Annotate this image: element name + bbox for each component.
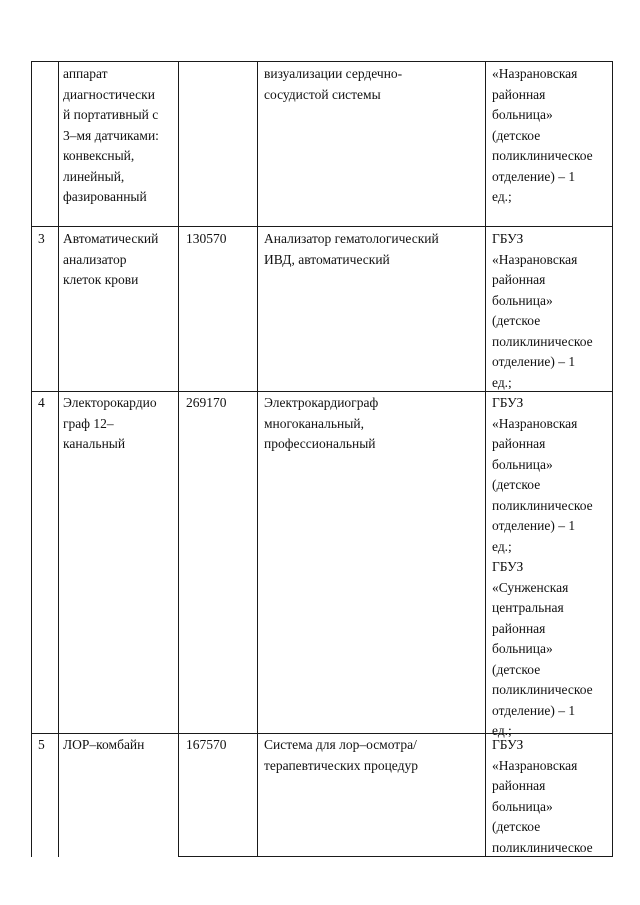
equipment-code: 167570 (186, 737, 227, 752)
column-divider-4 (485, 61, 486, 857)
recipient-institution: ГБУЗ «Назрановская районная больница» (детское поликлиническое отделение) – 1 ед.; (492, 231, 593, 390)
equipment-name: ЛОР–комбайн (63, 737, 145, 752)
table-border-top (31, 61, 613, 62)
column-divider-2 (178, 61, 179, 857)
equipment-name: аппарат диагностически й портативный с 3–мя датчиками: конвексный, линейный, фазированный (63, 66, 159, 204)
equipment-description: Анализатор гематологический ИВД, автоматический (264, 231, 439, 267)
equipment-description: Электрокардиограф многоканальный, профессиональный (264, 395, 379, 451)
equipment-description: визуализации сердечно- сосудистой системы (264, 66, 403, 102)
row-number: 3 (38, 231, 45, 246)
equipment-code: 269170 (186, 395, 227, 410)
equipment-code: 130570 (186, 231, 227, 246)
recipient-institution: ГБУЗ «Назрановская районная больница» (детское поликлиническое отделение) – 1 ед.; ГБУЗ «Сунженская центральная районная больница» (детское поликлиническое отделение) – 1 ед.; (492, 395, 593, 738)
table-border-left (31, 61, 32, 857)
equipment-name: Автоматический анализатор клеток крови (63, 231, 159, 287)
equipment-description: Система для лор–осмотра/ терапевтических процедур (264, 737, 418, 773)
row-number: 4 (38, 395, 45, 410)
column-divider-1 (58, 61, 59, 857)
equipment-name: Электорокардио граф 12– канальный (63, 395, 157, 451)
table-border-right (612, 61, 613, 857)
column-divider-3 (257, 61, 258, 857)
recipient-institution: «Назрановская районная больница» (детское поликлиническое отделение) – 1 ед.; (492, 66, 593, 204)
row-divider-1 (31, 226, 613, 227)
row-number: 5 (38, 737, 45, 752)
recipient-institution: ГБУЗ «Назрановская районная больница» (детское поликлиническое (492, 737, 593, 855)
